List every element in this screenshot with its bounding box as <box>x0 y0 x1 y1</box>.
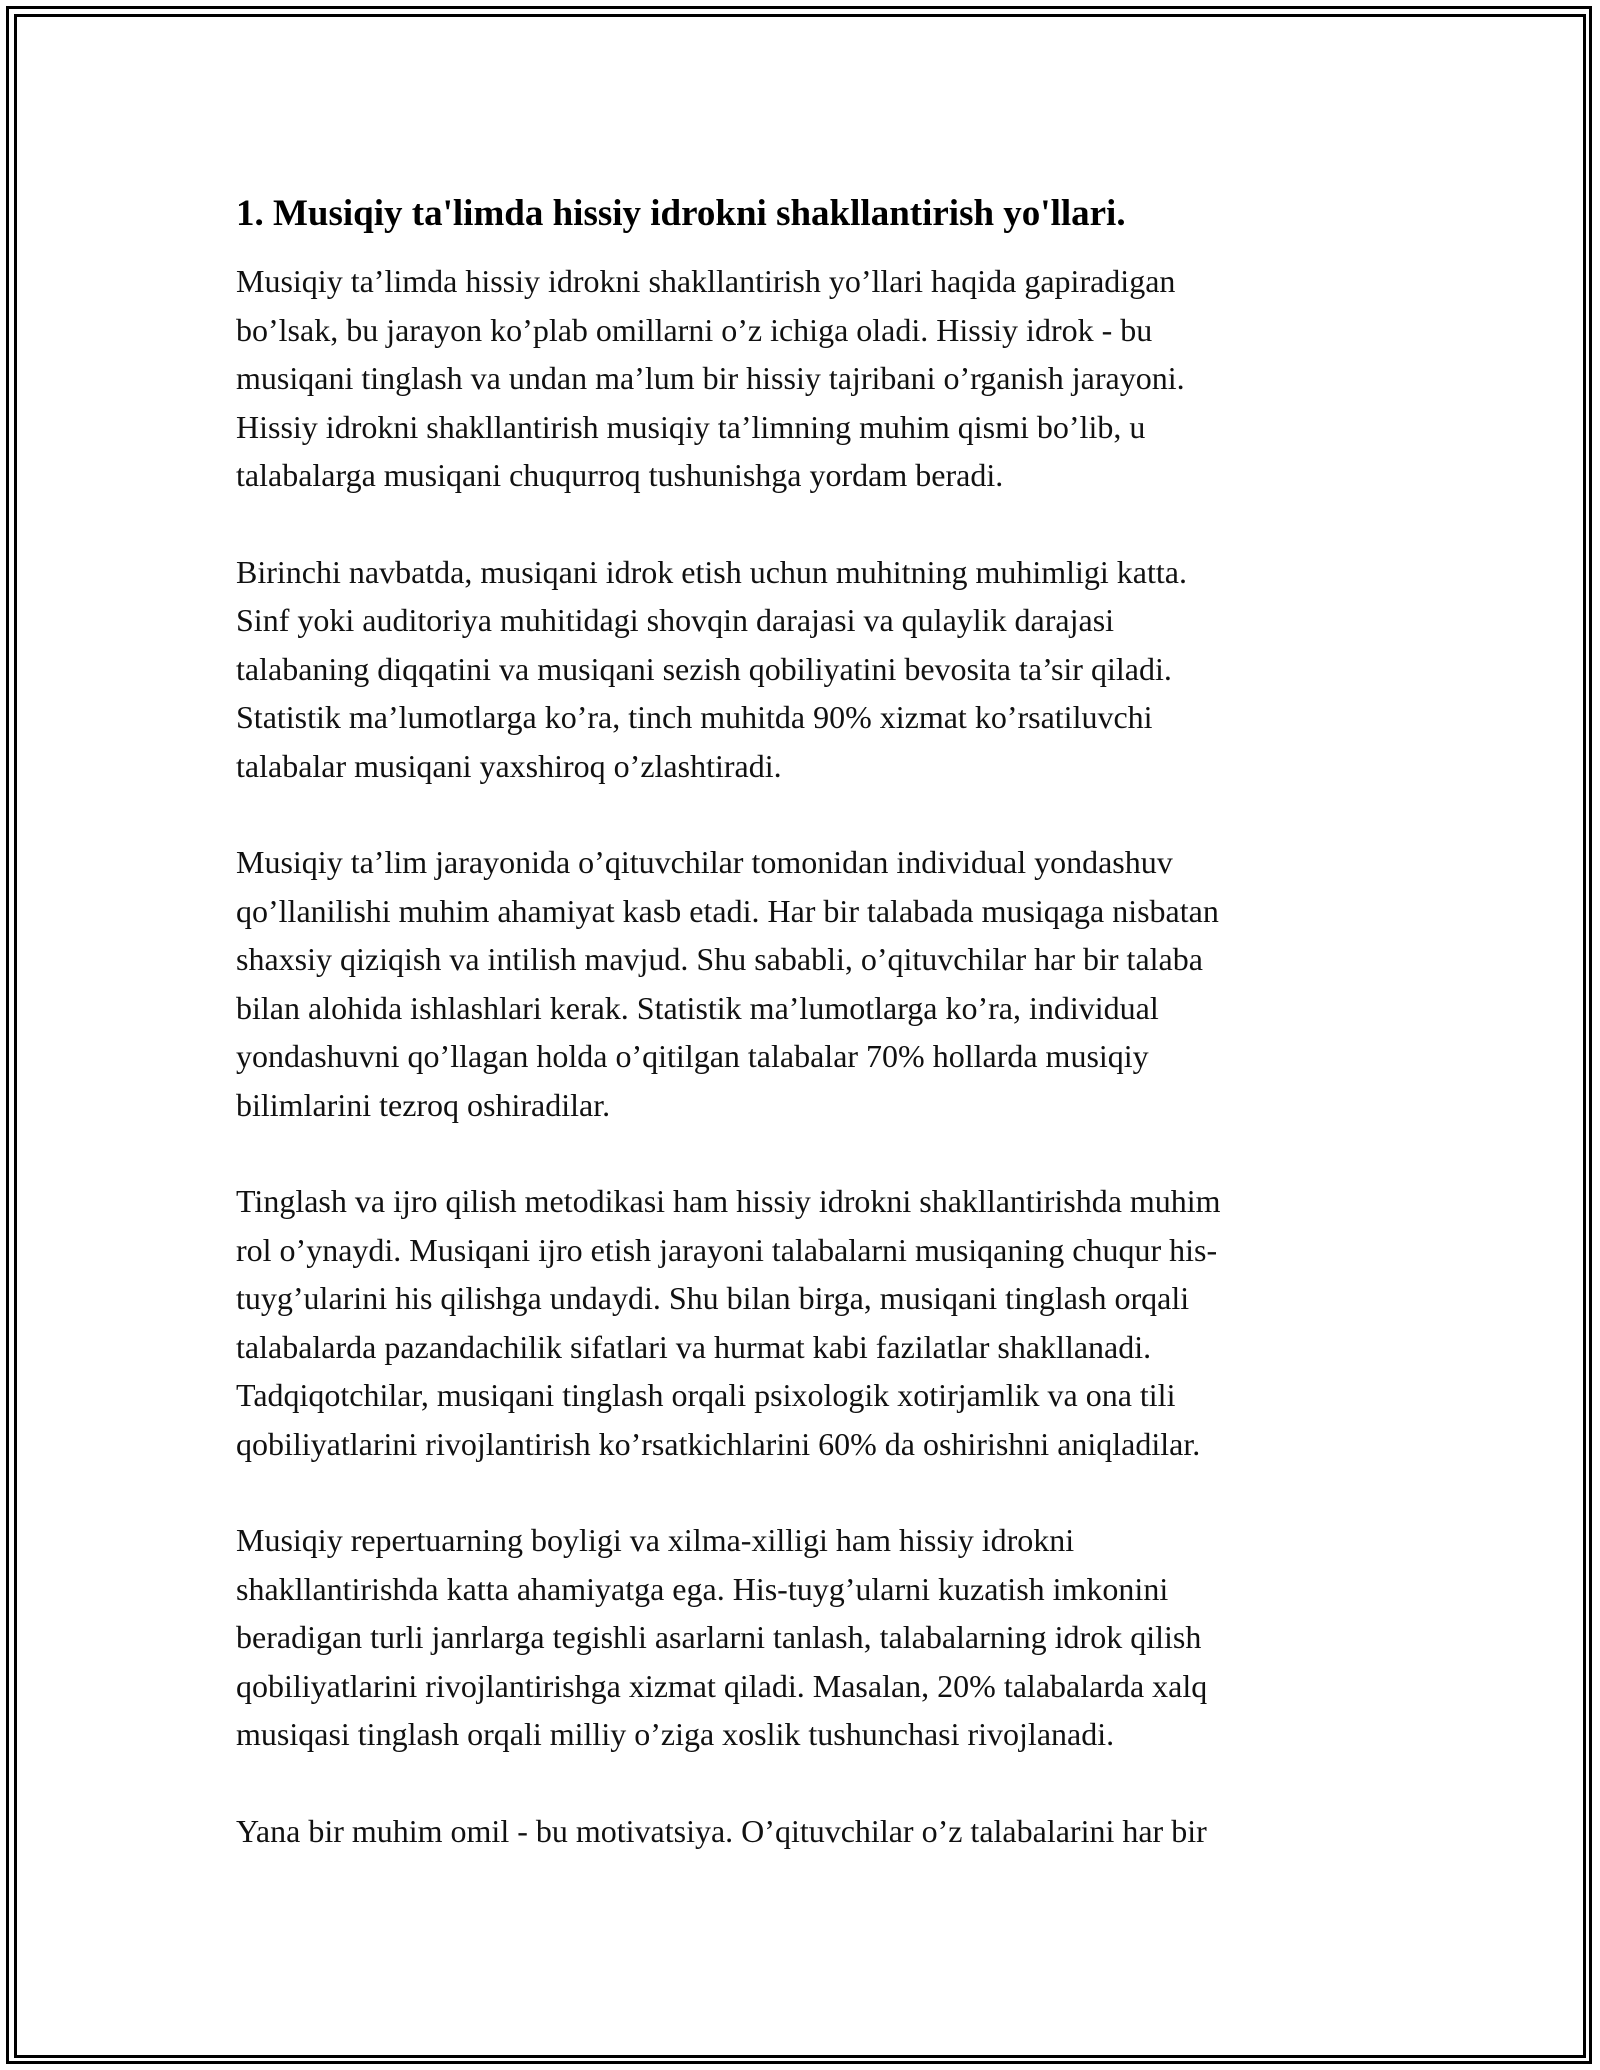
text-line: musiqani tinglash va undan ma’lum bir hissiy tajribani o’rganish jarayoni. <box>236 360 1185 396</box>
text-line: bilimlarini tezroq oshiradilar. <box>236 1086 611 1123</box>
text-line: qobiliyatlarini rivojlantirishga xizmat qiladi. Masalan, 20% talabalarda xalq <box>236 1667 1208 1704</box>
paragraph-1 <box>236 257 1382 500</box>
paragraph-5 <box>236 1516 1382 1759</box>
text-line: talabalarga musiqani chuqurroq tushunishga yordam beradi. <box>236 457 1004 493</box>
text-line: Hissiy idrokni shakllantirish musiqiy ta’limning muhim qismi bo’lib, u <box>236 408 1146 445</box>
document-body <box>236 188 1382 1855</box>
text-line: qo’llanilishi muhim ahamiyat kasb etadi. Har bir talabada musiqaga nisbatan <box>236 892 1219 929</box>
text-line: talabaning diqqatini va musiqani sezish qobiliyatini bevosita ta’sir qiladi. <box>236 650 1172 687</box>
text-line: bilan alohida ishlashlari kerak. Statistik ma’lumotlarga ko’ra, individual <box>236 989 1159 1026</box>
text-line: rol o’ynaydi. Musiqani ijro etish jarayoni talabalarni musiqaning chuqur his- <box>236 1231 1218 1268</box>
text-line: Tadqiqotchilar, musiqani tinglash orqali psixologik xotirjamlik va ona tili <box>236 1377 1176 1413</box>
text-line: Musiqiy ta’limda hissiy idrokni shakllantirish yo’llari haqida gapiradigan <box>236 263 1176 299</box>
text-line: Musiqiy ta’lim jarayonida o’qituvchilar tomonidan individual yondashuv <box>236 844 1173 880</box>
text-line: qobiliyatlarini rivojlantirish ko’rsatkichlarini 60% da oshirishni aniqladilar. <box>236 1425 1201 1462</box>
text-line: shakllantirishda katta ahamiyatga ega. His-tuyg’ularni kuzatish imkonini <box>236 1570 1169 1607</box>
paragraph-6 <box>236 1807 1382 1856</box>
text-line: bo’lsak, bu jarayon ko’plab omillarni o’z ichiga oladi. Hissiy idrok - bu <box>236 311 1153 348</box>
paragraph-4 <box>236 1177 1382 1468</box>
paragraph-2 <box>236 548 1382 791</box>
text-line: shaxsiy qiziqish va intilish mavjud. Shu sababli, o’qituvchilar har bir talaba <box>236 941 1203 977</box>
text-line: talabalar musiqani yaxshiroq o’zlashtiradi. <box>236 747 782 784</box>
text-line: musiqasi tinglash orqali milliy o’ziga xoslik tushunchasi rivojlanadi. <box>236 1716 1115 1752</box>
text-line: Yana bir muhim omil - bu motivatsiya. O’qituvchilar o’z talabalarini har bir <box>236 1812 1207 1849</box>
text-line: beradigan turli janrlarga tegishli asarlarni tanlash, talabalarning idrok qilish <box>236 1619 1202 1655</box>
section-heading: 1. Musiqiy ta'limda hissiy idrokni shakllantirish yo'llari. <box>236 193 1126 234</box>
paragraph-3 <box>236 838 1382 1129</box>
text-line: Sinf yoki auditoriya muhitidagi shovqin darajasi va qulaylik darajasi <box>236 602 1115 638</box>
text-line: tuyg’ularini his qilishga undaydi. Shu bilan birga, musiqani tinglash orqali <box>236 1280 1190 1316</box>
text-line: talabalarda pazandachilik sifatlari va hurmat kabi fazilatlar shakllanadi. <box>236 1328 1152 1365</box>
text-line: Tinglash va ijro qilish metodikasi ham hissiy idrokni shakllantirishda muhim <box>236 1183 1221 1219</box>
text-line: Musiqiy repertuarning boyligi va xilma-xilligi ham hissiy idrokni <box>236 1522 1075 1558</box>
text-line: Birinchi navbatda, musiqani idrok etish uchun muhitning muhimligi katta. <box>236 553 1187 590</box>
text-line: yondashuvni qo’llagan holda o’qitilgan talabalar 70% hollarda musiqiy <box>236 1038 1149 1074</box>
text-line: Statistik ma’lumotlarga ko’ra, tinch muhitda 90% xizmat ko’rsatiluvchi <box>236 699 1153 735</box>
